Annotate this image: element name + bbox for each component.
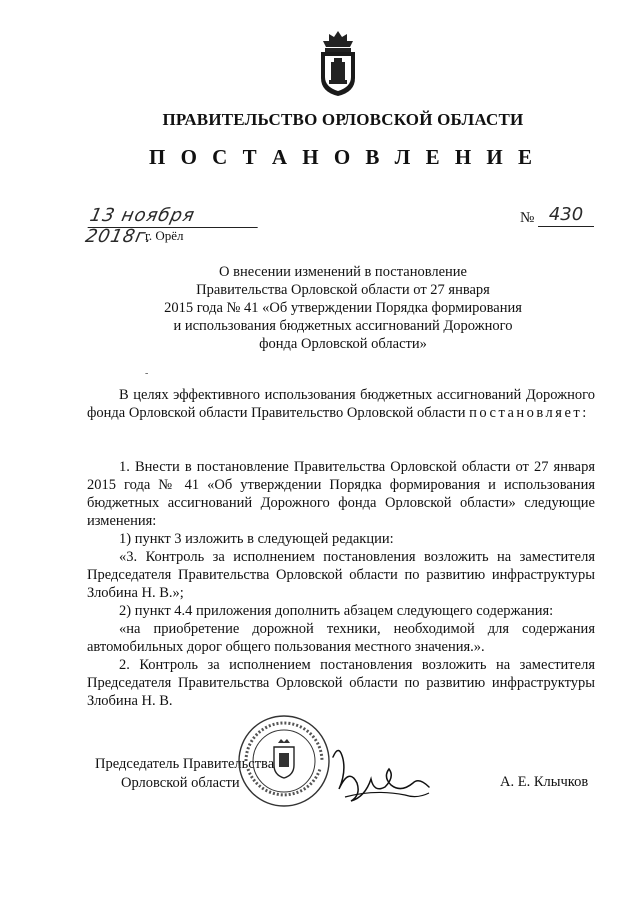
document-date: 13 ноября 2018г.	[88, 205, 263, 228]
handwritten-signature-icon	[325, 737, 435, 817]
subject-line: и использования бюджетных ассигнований Дорожного	[173, 318, 513, 334]
preamble-text: В целях эффективного использования бюджетных ассигнований Дорожного фонда Орловской области Правительство Орловской области	[87, 387, 595, 421]
document-city: г. Орёл	[145, 228, 184, 243]
subject-line: Правительства Орловской области от 27 января	[196, 282, 490, 298]
official-seal-icon	[236, 713, 332, 809]
signatory-name: А. Е. Клычков	[500, 774, 589, 790]
number-label: №	[520, 210, 535, 226]
document-subject	[130, 263, 556, 353]
document-page: ПРАВИТЕЛЬСТВО ОРЛОВСКОЙ ОБЛАСТИ П О С Т А Н О В Л Е Н И Е 13 ноября 2018г. № 430 г. Орёл О внесении изменений в постановление Правительства Орловской области от 27 января 2015 года № 41 «Об утверждении Порядка формирования и использования бюджетных ассигнований Дорожного фонда Орловской области» - В целях эффективного использования бюджетных ассигнований Дорожного фонда Орловской области Правительство Орловской области постановляет: 1. Внести в постановление Правительства Орловской области от 27 января 2015 года № 41 «Об утверждении Порядка формирования и использования бюджетных ассигнований Дорожного фонда Орловской области» следующие изменения: 1) пункт 3 изложить в следующей редакции: «3. Контроль за исполнением постановления возложить на заместителя Председателя Правительства Орловской области по развитию инфраструктуры Злобина Н. В.»; 2) пункт 4.4 приложения дополнить абзацем следующего содержания: «на приобретение дорожной техники, необходимой для содержания автомобильных дорог общего пользования местного значения.». 2. Контроль за исполнением постановления возложить на заместителя Председателя Правительства Орловской области по развитию инфраструктуры Злобина Н. В. Председатель Правительства Орловской области А. Е. Клычков	[0, 0, 640, 905]
preamble-paragraph	[87, 386, 595, 422]
item-2: 2. Контроль за исполнением постановления возложить на заместителя Председателя Правительства Орловской области по развитию инфраструктуры Злобина Н. В.	[87, 657, 595, 709]
item-1-subitem-1-text: «3. Контроль за исполнением постановления возложить на заместителя Председателя Правительства Орловской области по развитию инфраструктуры Злобина Н. В.»;	[87, 549, 595, 601]
subject-line: О внесении изменений в постановление	[219, 264, 467, 280]
document-number: 430	[538, 204, 594, 227]
position-line: Председатель Правительства	[95, 756, 275, 772]
item-1-subitem-2-text: «на приобретение дорожной техники, необходимой для содержания автомобильных дорог общего пользования местного значения.».	[87, 621, 595, 655]
document-type-title: П О С Т А Н О В Л Е Н И Е	[148, 145, 537, 169]
item-1-subitem-2: 2) пункт 4.4 приложения дополнить абзацем следующего содержания:	[119, 603, 554, 619]
item-1-subitem-1: 1) пункт 3 изложить в следующей редакции:	[119, 531, 394, 547]
subject-line: фонда Орловской области»	[259, 336, 427, 352]
decree-word: постановляет:	[469, 405, 589, 421]
government-title: ПРАВИТЕЛЬСТВО ОРЛОВСКОЙ ОБЛАСТИ	[162, 110, 524, 129]
coat-of-arms-icon	[315, 28, 361, 98]
item-1: 1. Внести в постановление Правительства Орловской области от 27 января 2015 года № 41 «Об утверждении Порядка формирования и использования бюджетных ассигнований Дорожного фонда Орловской области» следующие изменения:	[87, 459, 595, 529]
subject-line: 2015 года № 41 «Об утверждении Порядка формирования	[164, 300, 522, 316]
position-line: Орловской области	[121, 775, 240, 791]
